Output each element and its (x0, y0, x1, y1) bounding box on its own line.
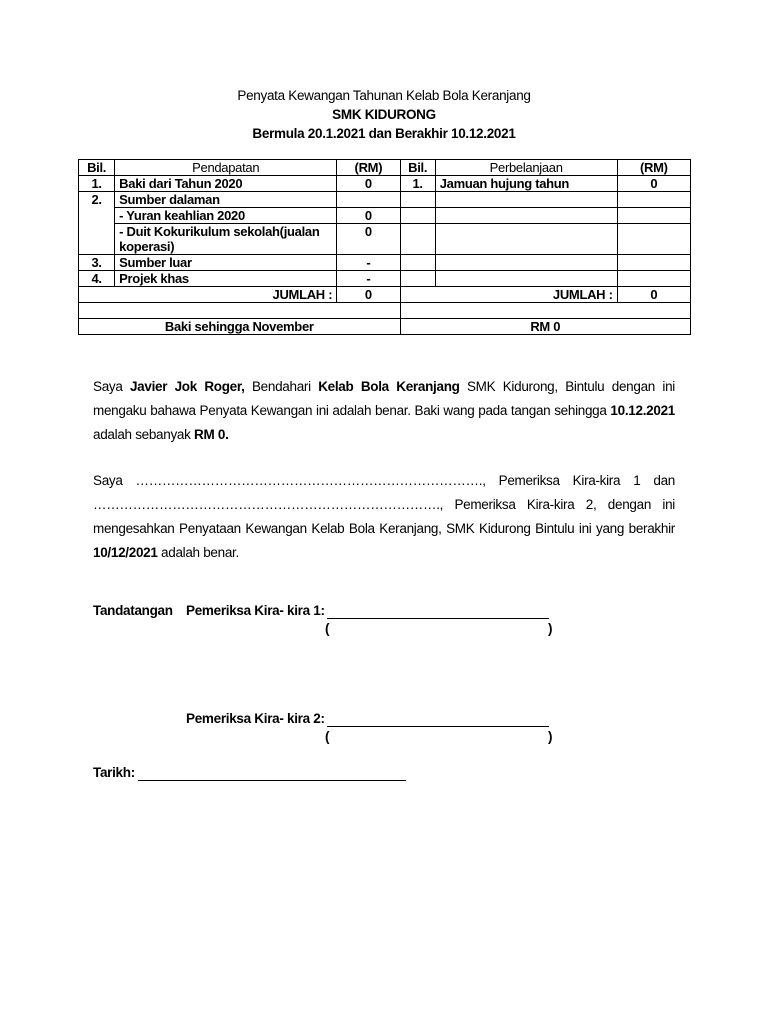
school-name: SMK KIDURONG (332, 107, 436, 122)
row-item: - Yuran keahlian 2020 (115, 208, 337, 224)
row-bil-2: 1. (400, 176, 435, 192)
header-rm-2: (RM) (617, 160, 690, 176)
row-bil: 1. (79, 176, 115, 192)
row-rm-2 (617, 192, 690, 208)
table-row (79, 271, 691, 287)
header-bil-2: Bil. (400, 160, 435, 176)
balance-amount: RM 0. (194, 427, 229, 442)
row-item: Baki dari Tahun 2020 (115, 176, 337, 192)
row-expense (435, 255, 617, 271)
jumlah-label: JUMLAH : (79, 287, 337, 303)
row-item: - Duit Kokurikulum sekolah(jualan koperasi) (115, 224, 337, 255)
declaration-paragraph (93, 375, 675, 447)
text: SMK Kidurong, Bintulu dengan ini mengaku bahawa Penyata Kewangan ini adalah benar. Baki wang pada tangan sehingga (93, 379, 675, 418)
baki-row (79, 319, 691, 335)
row-rm: - (337, 271, 400, 287)
table-header-row (79, 160, 691, 176)
period-line: Bermula 20.1.2021 dan Berakhir 10.12.2021 (252, 126, 516, 141)
row-item: Projek khas (115, 271, 337, 287)
date-line[interactable] (138, 765, 406, 781)
auditor-1-signature-line[interactable] (327, 603, 549, 619)
row-bil-2 (400, 255, 435, 271)
row-rm-2 (617, 208, 690, 224)
row-rm-2 (617, 255, 690, 271)
row-expense (435, 224, 617, 255)
row-rm-2 (617, 271, 690, 287)
date-label: Tarikh: (93, 765, 135, 780)
row-bil: 2. (79, 192, 115, 255)
auditor-1-label (186, 603, 325, 618)
empty-cell (79, 303, 401, 319)
title-line-1: Penyata Kewangan Tahunan Kelab Bola Keranjang (237, 88, 531, 103)
empty-cell (400, 303, 690, 319)
open-paren: ( (325, 621, 330, 636)
baki-label: Baki sehingga November (79, 319, 401, 335)
row-rm: 0 (337, 176, 400, 192)
table-row (79, 224, 691, 255)
open-paren: ( (325, 729, 330, 744)
row-expense (435, 208, 617, 224)
end-date: 10/12/2021 (93, 545, 158, 560)
row-bil-2 (400, 208, 435, 224)
table-row (79, 192, 691, 208)
treasurer-name: Javier Jok Roger, (129, 379, 245, 394)
row-expense (435, 192, 617, 208)
auditor-2-label (186, 711, 325, 726)
financial-table (78, 159, 691, 335)
jumlah-expense: 0 (617, 287, 690, 303)
document-header (0, 86, 768, 143)
row-expense (435, 271, 617, 287)
row-rm-2: 0 (617, 176, 690, 192)
text: Saya (93, 379, 130, 394)
auditor-2-text: Pemeriksa Kira- kira 2: (186, 711, 325, 726)
row-rm: - (337, 255, 400, 271)
signature-label: Tandatangan (93, 603, 173, 618)
row-bil: 4. (79, 271, 115, 287)
header-bil: Bil. (79, 160, 115, 176)
baki-value: RM 0 (400, 319, 690, 335)
row-rm: 0 (337, 208, 400, 224)
row-bil: 3. (79, 255, 115, 271)
row-rm: 0 (337, 224, 400, 255)
header-pendapatan: Pendapatan (115, 160, 337, 176)
table-row (79, 208, 691, 224)
row-rm-2 (617, 224, 690, 255)
row-bil-2 (400, 224, 435, 255)
jumlah-row (79, 287, 691, 303)
row-bil-2 (400, 271, 435, 287)
jumlah-income: 0 (337, 287, 400, 303)
verification-paragraph (93, 469, 675, 565)
row-bil-2 (400, 192, 435, 208)
empty-row (79, 303, 691, 319)
close-paren: ) (548, 621, 553, 636)
row-rm (337, 192, 400, 208)
table-row (79, 176, 691, 192)
table-row (79, 255, 691, 271)
auditor-2-signature-line[interactable] (327, 711, 549, 727)
header-perbelanjaan: Perbelanjaan (435, 160, 617, 176)
row-item: Sumber luar (115, 255, 337, 271)
balance-date: 10.12.2021 (610, 403, 675, 418)
text: adalah benar. (157, 545, 239, 560)
header-rm: (RM) (337, 160, 400, 176)
row-expense: Jamuan hujung tahun (435, 176, 617, 192)
club-name: Kelab Bola Keranjang (318, 379, 460, 394)
jumlah-label-2: JUMLAH : (400, 287, 617, 303)
auditor-1-text: Pemeriksa Kira- kira 1: (186, 603, 325, 618)
row-item: Sumber dalaman (115, 192, 337, 208)
text: adalah sebanyak (93, 427, 195, 442)
close-paren: ) (548, 729, 553, 744)
text: Bendahari (244, 379, 319, 394)
text: Saya ……………………………………………………………………., Pemeriksa Kira-kira 1 dan ……………………………………………………………………., Pemeriksa Kira-kira 2, dengan ini mengesahkan Penyataan Kewangan Kelab Bola Keranjang, SMK Kidurong Bintulu ini yang berakhir (93, 473, 675, 536)
